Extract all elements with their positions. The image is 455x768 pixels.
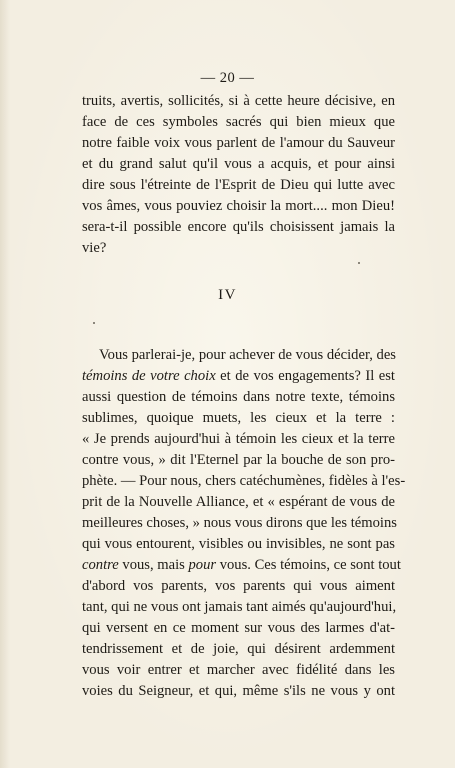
text-line: qui versent en ce moment sur vous des larmes d'at- — [82, 620, 395, 636]
text-line: notre faible voix vous parlent de l'amour du Sauveur — [82, 135, 395, 151]
text-line: vos âmes, vous pouviez choisir la mort.... mon Dieu! — [82, 198, 395, 214]
text-line: voies du Seigneur, et qui, même s'ils ne vous y ont — [82, 683, 395, 699]
text-line: sublimes, quoique muets, les cieux et la terre : — [82, 410, 395, 426]
text-line: vie? — [82, 240, 107, 256]
text-span: vous. Ces témoins, ce sont tout — [216, 557, 401, 573]
section-heading: IV — [218, 287, 237, 303]
text-line: truits, avertis, sollicités, si à cette heure décisive, en — [82, 93, 395, 109]
text-line: aussi question de témoins dans notre texte, témoins — [82, 389, 395, 405]
text-line: Vous parlerai-je, pour achever de vous décider, des — [99, 347, 396, 363]
text-span: vous, mais — [118, 557, 189, 573]
italic-word: contre — [82, 557, 119, 573]
text-line: dire sous l'étreinte de l'Esprit de Dieu qui lutte avec — [82, 177, 395, 193]
text-line: contre vous, » dit l'Eternel par la bouche de son pro- — [82, 452, 395, 468]
text-line: « Je prends aujourd'hui à témoin les cieux et la terre — [82, 431, 395, 447]
text-line: d'abord vos parents, vos parents qui vous aiment — [82, 578, 395, 594]
text-line: et du grand salut qu'il vous a acquis, et pour ainsi — [82, 156, 395, 172]
text-line: vous voir entrer et marcher avec fidélité dans les — [82, 662, 395, 678]
text-line: meilleures choses, » nous vous dirons que les témoins — [82, 515, 397, 531]
text-line — [82, 366, 395, 387]
text-line: face de ces symboles sacrés qui bien mieux que — [82, 114, 395, 130]
page-number: — 20 — — [200, 70, 255, 86]
scan-speck — [93, 322, 95, 324]
text-line: prit de la Nouvelle Alliance, et « espérant de vous de — [82, 494, 395, 510]
text-line: qui vous entourent, visibles ou invisibles, ne sont pas — [82, 536, 395, 552]
scan-speck — [358, 262, 360, 264]
italic-phrase: témoins de votre choix — [82, 368, 216, 384]
text-line — [82, 555, 401, 576]
text-line: phète. — Pour nous, chers catéchumènes, fidèles à l'es- — [82, 473, 406, 489]
text-line: sera-t-il possible encore qu'ils choisissent jamais la — [82, 219, 395, 235]
italic-word: pour — [188, 557, 217, 573]
text-line: tant, qui ne vous ont jamais tant aimés qu'aujourd'hui, — [82, 599, 397, 615]
text-span: et de vos engagements? Il est — [215, 368, 395, 384]
text-line: tendrissement et de joie, qui désirent ardemment — [82, 641, 395, 657]
